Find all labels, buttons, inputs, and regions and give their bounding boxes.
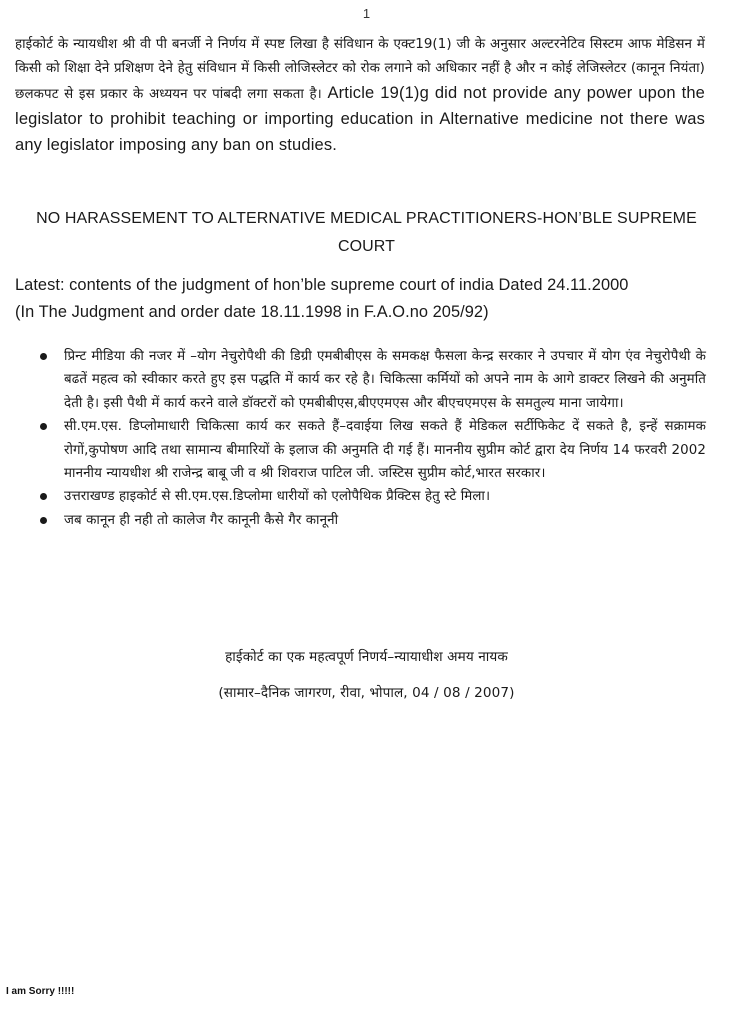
- bullet-text: उत्तराखण्ड हाइकोर्ट से सी.एम.एस.डिप्लोमा धारीयों को एलोपैथिक प्रैक्टिस हेतु स्टे मिला।: [64, 489, 491, 505]
- footer-note: I am Sorry !!!!!: [6, 986, 75, 997]
- latest-line-1: Latest: contents of the judgment of hon’ble supreme court of india Dated 24.11.2000: [15, 276, 629, 294]
- bullet-icon: [40, 423, 47, 430]
- latest-judgment-info: [15, 272, 715, 326]
- bullet-item: [40, 345, 706, 415]
- bullet-item: [40, 485, 706, 508]
- bullet-icon: [40, 493, 47, 500]
- bullet-text: सी.एम.एस. डिप्लोमाधारी चिकित्सा कार्य कर सकते हैं–दवाईया लिख सकते हैं मेडिकल सर्टीफिकेट दें सकते है, इन्हें सक्रामक रोगों,कुपोषण आदि तथा सामान्य बीमारियों के इलाज की अनुमति दी गई हैं। माननीय सुप्रीम कोर्ट द्वारा देय निर्णय 14 फरवरी 2002 माननीय न्यायधीश श्री राजेन्द्र बाबू जी व श्री शिवराज पाटिल जी. जस्टिस सुप्रीम कोर्ट,भारत सरकार।: [64, 419, 706, 482]
- closing-source: (सामार–दैनिक जागरण, रीवा, भोपाल, 04 / 08 / 2007): [218, 685, 515, 701]
- intro-hindi-text: हाईकोर्ट के न्यायधीश श्री वी पी बनर्जी ने निर्णय में स्पष्ट लिखा है संविधान के एक्ट19(1) जी के अनुसार अल्टरनेटिव सिस्टम आफ मेडिसन में किसी को शिक्षा देने प्रशिक्षण देने हेतु संविधान में किसी लोजिस्लेटर को रोक लगाने को अधिकार नहीं है और न कोई लेजिस्लेटर (कानून नियंता) छलकपट से इस प्रकार के अध्ययन पर पांबदी लगा सकता है।: [15, 37, 705, 102]
- bullet-item: [40, 509, 706, 532]
- bullet-item: [40, 415, 706, 485]
- latest-line-2: (In The Judgment and order date 18.11.1998 in F.A.O.no 205/92): [15, 303, 489, 321]
- bullet-text: जब कानून ही नही तो कालेज गैर कानूनी कैसे गैर कानूनी: [64, 512, 339, 528]
- section-heading: NO HARASSEMENT TO ALTERNATIVE MEDICAL PRACTITIONERS-HON’BLE SUPREME COURT: [36, 210, 697, 255]
- bullet-list: [40, 345, 706, 532]
- bullet-text: प्रिन्ट मीडिया की नजर में –योग नेचुरोपैथी की डिग्री एमबीबीएस के समकक्ष फैसला केन्द्र सरकार ने उपचार में योग एंव नेचुरोपैथी के बढतें महत्व को स्वीकार करते हुए इस पद्धति में कार्य कर रहे है। चिकित्सा कर्मियों को अपने नाम के आगे डाक्टर लिखने की अनुमति देती है। इसी पैथी में कार्य करने वाले डॉक्टरों को एमबीबीएस,बीएएमएस और बीएचएमएस के समतुल्य माना जायेगा।: [64, 349, 706, 411]
- intro-paragraph: [15, 33, 705, 159]
- closing-title: हाईकोर्ट का एक महत्वपूर्ण निणर्य–न्यायाधीश अमय नायक: [225, 649, 508, 665]
- bullet-icon: [40, 353, 47, 360]
- intro-english-text: Article 19(1)g did not provide any power upon the legislator to prohibit teaching or importing education in Alternative medicine not there was any legislator imposing any ban on studies.: [15, 84, 706, 154]
- page-number: 1: [362, 6, 371, 21]
- bullet-icon: [40, 517, 47, 524]
